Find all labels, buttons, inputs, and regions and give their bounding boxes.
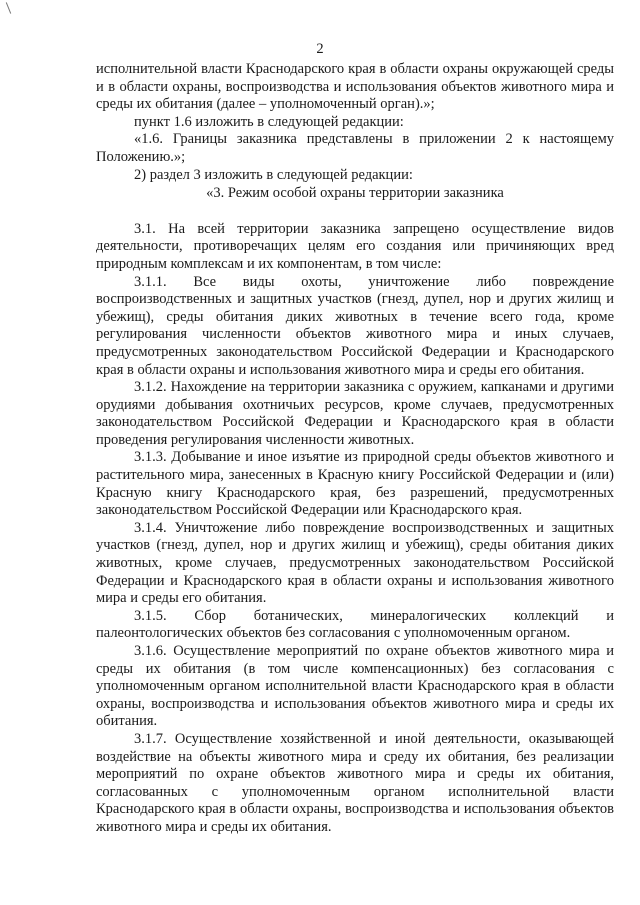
paragraph-3-1-2: 3.1.2. Нахождение на территории заказника с оружием, капканами и другими орудиями добывания охотничьих ресурсов, кроме случаев, предусмотренных законодательством Российской Федерации и Краснодарского края в области проведения регулирования численности животных. [96,379,614,448]
paragraph-3-1-5: 3.1.5. Сбор ботанических, минералогических коллекций и палеонтологических объектов без согласования с уполномоченным органом. [96,607,614,642]
paragraph-3-1-6: 3.1.6. Осуществление мероприятий по охране объектов животного мира и среды их обитания (в том числе компенсационных) без согласования с уполномоченным органом исполнительной власти Краснодарского края в области охраны, воспроизводства и использования объектов животного мира и среды их обитания. [96,643,614,730]
document-body [96,61,614,837]
page-number: 2 [316,41,324,57]
section-heading: «3. Режим особой охраны территории заказника [206,185,504,202]
paragraph-3-1-3: 3.1.3. Добывание и иное изъятие из природной среды объектов животного и растительного мира, занесенных в Красную книгу Российской Федерации и (или) Красную книгу Краснодарского края, без разрешений, предусмотренных законодательством Российской Федерации или Краснодарского края. [96,449,614,519]
scan-mark [6,2,11,14]
paragraph-continuation: исполнительной власти Краснодарского края в области охраны окружающей среды и в области охраны, воспроизводства и использования объектов животного мира и среды их обитания (далее – уполномоченный орган).»; [96,61,614,113]
paragraph-3-1-1: 3.1.1. Все виды охоты, уничтожение либо повреждение воспроизводственных и защитных участков (гнезд, дупел, нор и других жилищ и убежищ), среды обитания диких животных в течение всего года, кроме регулирования численности объектов животного мира и иных случаев, предусмотренных законодательством Российской Федерации и Краснодарского края в области охраны и использования животного мира и среды его обитания. [96,273,614,378]
paragraph-section-3-intro: 2) раздел 3 изложить в следующей редакции: [134,166,413,183]
paragraph-3-1: 3.1. На всей территории заказника запрещено осуществление видов деятельности, противоречащих целям его создания или причиняющих вред природным комплексам и их компонентам, в том числе: [96,220,614,272]
paragraph-3-1-4: 3.1.4. Уничтожение либо повреждение воспроизводственных и защитных участков (гнезд, дупел, нор и других жилищ и убежищ), среды обитания диких животных, кроме случаев, предусмотренных законодательством Российской Федерации и Краснодарского края в области охраны и использования животного мира и среды его обитания. [96,519,614,607]
paragraph-item-1-6: «1.6. Границы заказника представлены в приложении 2 к настоящему Положению.»; [96,131,614,165]
paragraph-item-1-6-intro: пункт 1.6 изложить в следующей редакции: [134,113,404,130]
paragraph-3-1-7: 3.1.7. Осуществление хозяйственной и иной деятельности, оказывающей воздействие на объекты животного мира и среду их обитания, без реализации мероприятий по охране объектов животного мира и среды их обитания, согласованных с уполномоченным органом исполнительной власти Краснодарского края в области охраны, воспроизводства и использования объектов животного мира и среды их обитания. [96,730,614,835]
